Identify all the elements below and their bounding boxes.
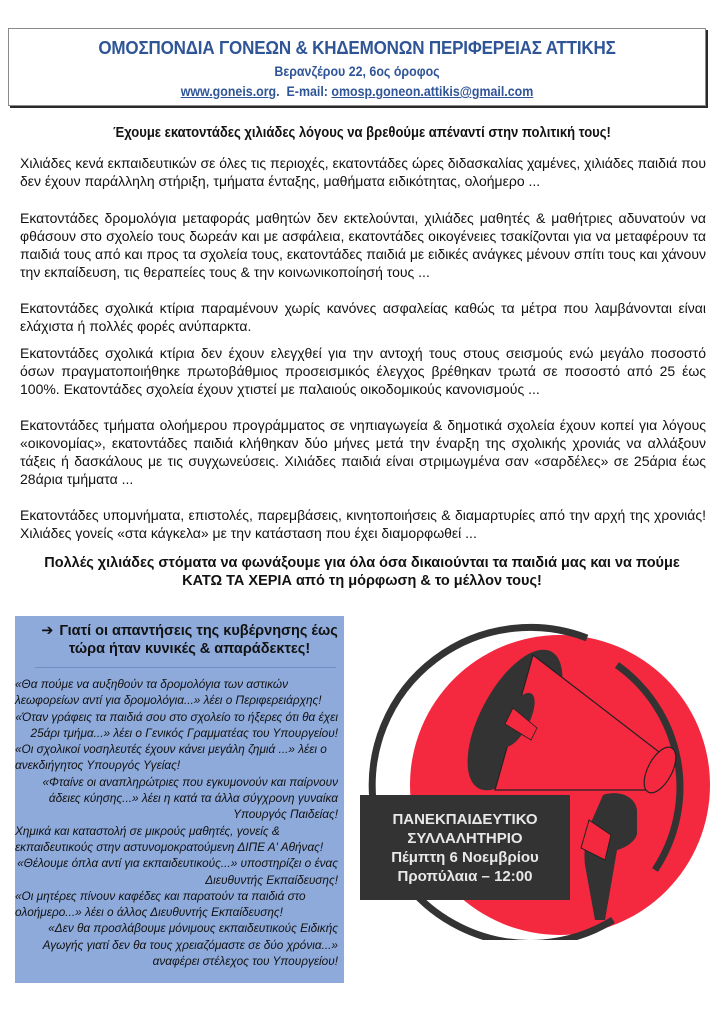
quote-item: Χημικά και καταστολή σε μικρούς μαθητές, γονείς & εκπαιδευτικούς στην αστυνομοκρατούμενη ΔΙΠΕ Α' Αθήνας! — [15, 823, 324, 854]
arrow-right-icon: ➔ — [41, 623, 54, 639]
paragraph-6: Εκατοντάδες υπομνήματα, επιστολές, παρεμβάσεις, κινητοποιήσεις & διαμαρτυρίες από την αρχή της χρονιάς! Χιλιάδες γονείς «στα κάγκελα» με την κατάσταση που έχει διαμορφωθεί ... — [20, 507, 706, 541]
website-link[interactable]: www.goneis.org — [180, 84, 277, 99]
quote-item: «Δεν θα προσλάβουμε μόνιμους εκπαιδευτικούς Ειδικής Αγωγής γιατί δεν θα τους χρειαζόμαστε σε δύο χρόνια...» αναφέρει στέλεχος του Υπουργείου! — [42, 921, 338, 969]
organization-address: Βερανζέρου 22, 6ος όροφος — [274, 64, 440, 79]
organization-name: ΟΜΟΣΠΟΝΔΙΑ ΓΟΝΕΩΝ & ΚΗΔΕΜΟΝΩΝ ΠΕΡΙΦΕΡΕΙΑΣ ΑΤΤΙΚΗΣ — [98, 37, 616, 58]
organization-contact: www.goneis.org. E-mail: omosp.goneon.attikis@gmail.com — [180, 84, 534, 99]
paragraph-2: Εκατοντάδες δρομολόγια μεταφοράς μαθητών δεν εκτελούνται, χιλιάδες μαθητές & μαθήτριες αδυνατούν να φθάσουν στο σχολείο τους δωρεάν και με ασφάλεια, εκατοντάδες οικογένειες τσακίζονται για να μεταφέρουν τα παιδιά τους από και προς τα σχολεία τους, εκατοντάδες παιδιά με ειδικές ανάγκες μένουν σπίτι τους και χάνουν την εκπαίδευση, τις θεραπείες τους & την κοινωνικοποίησή τους ... — [20, 210, 706, 280]
letterhead — [8, 28, 706, 106]
quote-item: «Θέλουμε όπλα αντί για εκπαιδευτικούς...» υποστηρίζει ο ένας Διευθυντής Εκπαίδευσης! — [17, 856, 338, 887]
email-link[interactable]: omosp.goneon.attikis@gmail.com — [331, 84, 534, 99]
paragraph-1: Χιλιάδες κενά εκπαιδευτικών σε όλες τις περιοχές, εκατοντάδες ώρες διδασκαλίας χαμένες, χιλιάδες παιδιά που δεν έχουν παράλληλη στήριξη, τμήματα ένταξης, μαθήματα ειδικότητας, ολοήμερο ... — [20, 155, 706, 189]
rally-location-time: Προπύλαια – 12:00 — [397, 868, 533, 885]
quote-item: «Οι μητέρες πίνουν καφέδες και παρατούν τα παιδιά στο ολοήμερο...» λέει ο άλλος Διευθυντής Εκπαίδευσης! — [15, 888, 306, 920]
rally-title-2: ΣΥΛΛΑΛΗΤΗΡΙΟ — [407, 830, 523, 847]
rally-title-1: ΠΑΝΕΚΠΑΙΔΕΥΤΙΚΟ — [392, 811, 538, 828]
rally-date: Πέμπτη 6 Νοεμβρίου — [391, 849, 539, 866]
closing-statement — [0, 554, 724, 590]
quote-item: «Θα πούμε να αυξηθούν τα δρομολόγια των αστικών λεωφορείων αντί για δρομολόγια...» λέει ο Περιφερειάρχης! — [15, 677, 322, 708]
paragraph-3: Εκατοντάδες σχολικά κτίρια παραμένουν χωρίς κανόνες ασφαλείας καθώς τα μέτρα που λαμβάνονται είναι ελάχιστα ή πολλές φορές ανύπαρκτα. — [20, 300, 706, 334]
closing-line-1: Πολλές χιλιάδες στόματα να φωνάξουμε για όλα όσα δικαιούνται τα παιδιά μας και να πούμε — [44, 555, 680, 571]
rally-poster — [355, 620, 724, 940]
quote-list — [15, 668, 344, 969]
quote-item: «Φταίνε οι αναπληρώτριες που εγκυμονούν και παίρνουν άδειες κύησης...» λέει η κατά τα άλλα σύγχρονη γυναίκα Υπουργός Παιδείας! — [42, 774, 338, 822]
email-label: E-mail: — [286, 84, 328, 99]
headline: Έχουμε εκατοντάδες χιλιάδες λόγους να βρεθούμε απέναντί στην πολιτική τους! — [113, 125, 611, 141]
rally-announcement — [360, 810, 570, 886]
closing-line-2: ΚΑΤΩ ΤΑ ΧΕΡΙΑ από τη μόρφωση & το μέλλον τους! — [182, 573, 542, 589]
paragraph-4: Εκατοντάδες σχολικά κτίρια δεν έχουν ελεγχθεί για την αντοχή τους στους σεισμούς ενώ μεγάλο ποσοστό όσων πραγματοποιήθηκε πρωτοβάθμιος προσεισμικός έλεγχος βρέθηκαν τρωτά σε ποσοστό από 25 έως 100%. Εκατοντάδες σχολεία έχουν χτιστεί με παλαιούς οικοδομικούς κανονισμούς ... — [20, 345, 706, 397]
quote-item: «Όταν γράφεις τα παιδιά σου στο σχολείο το ήξερες ότι θα έχει 25άρι τμήμα...» λέει ο Γενικός Γραμματέας του Υπουργείου! — [15, 709, 338, 740]
government-quotes-box — [15, 616, 344, 983]
quote-item: «Οι σχολικοί νοσηλευτές έχουν κάνει μεγάλη ζημιά ...» λέει ο ανεκδιήγητος Υπουργός Υγείας! — [15, 742, 327, 773]
quote-box-title: ➔ Γιατί οι απαντήσεις της κυβέρνησης έως τώρα ήταν κυνικές & απαράδεκτες! — [41, 623, 338, 657]
paragraph-5: Εκατοντάδες τμήματα ολοήμερου προγράμματος σε νηπιαγωγεία & δημοτικά σχολεία έχουν κοπεί για λόγους «οικονομίας», εκατοντάδες παιδιά κλήθηκαν δύο μήνες μετά την έναρξη της σχολικής χρονιάς να αλλάξουν τάξεις ή δασκάλους με τις συγχωνεύσεις. Χιλιάδες παιδιά είναι στριμωγμένα σαν «σαρδέλες» σε 25άρια έως 28άρια τμήματα ... — [20, 417, 706, 487]
